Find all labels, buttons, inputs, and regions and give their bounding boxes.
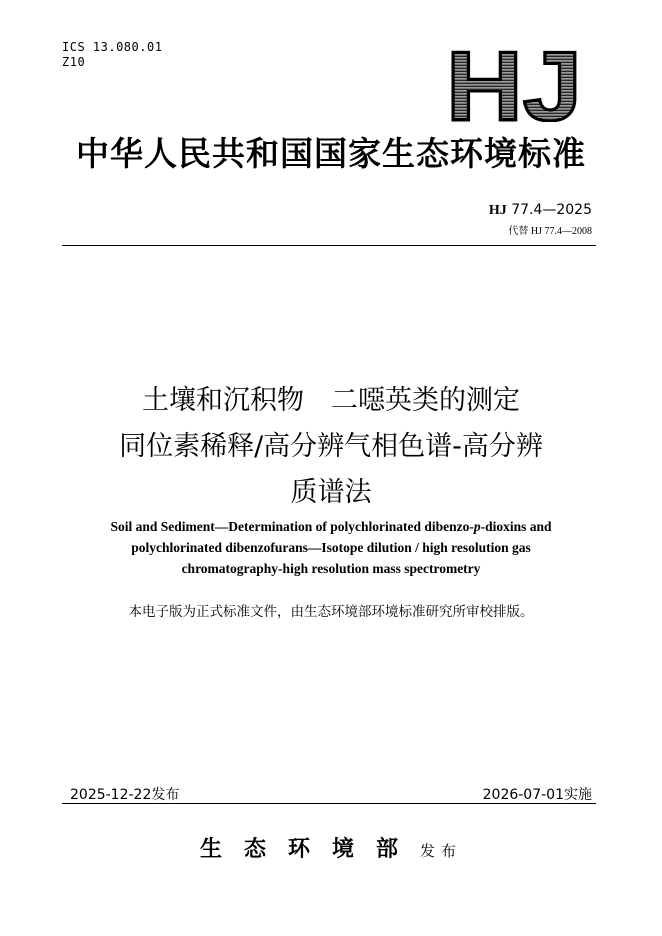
ics-code: ICS 13.080.01	[62, 40, 163, 54]
hj-logo	[444, 44, 584, 122]
title-en-line-2: polychlorinated dibenzofurans—Isotope dilution / high resolution gas	[131, 540, 531, 555]
standard-number-value: 77.4—2025	[511, 202, 592, 218]
replaces-standard: 代替 HJ 77.4—2008	[508, 226, 592, 237]
electronic-version-note: 本电子版为正式标准文件，由生态环境部环境标准研究所审校排版。	[128, 604, 534, 620]
issue-date: 2025-12-22发布	[70, 787, 180, 803]
header-rule	[62, 245, 596, 246]
document-title-en	[40, 516, 622, 579]
title-cn-line-2: 同位素稀释/高分辨气相色谱-高分辨	[119, 431, 543, 462]
standard-number	[489, 202, 592, 219]
title-en-line-3: chromatography-high resolution mass spectrometry	[181, 561, 481, 576]
title-cn-line-1: 土壤和沉积物 二噁英类的测定	[142, 385, 520, 416]
footer-rule	[62, 803, 596, 804]
issuer-name: 生态环境部	[199, 836, 420, 862]
issuer-suffix: 发布	[420, 842, 463, 860]
title-en-line-1: Soil and Sediment—Determination of polychlorinated dibenzo-p-dioxins and	[110, 519, 552, 534]
title-cn-line-3: 质谱法	[290, 477, 372, 508]
standard-prefix: HJ	[488, 203, 507, 218]
standard-category-title: 中华人民共和国国家生态环境标准	[76, 134, 586, 173]
implementation-date: 2026-07-01实施	[482, 787, 592, 803]
hj-logo-text: HJ	[446, 44, 582, 122]
issuing-authority	[0, 832, 662, 863]
ccs-code: Z10	[62, 55, 86, 69]
classification-codes	[62, 40, 162, 70]
document-title-cn	[0, 378, 662, 516]
